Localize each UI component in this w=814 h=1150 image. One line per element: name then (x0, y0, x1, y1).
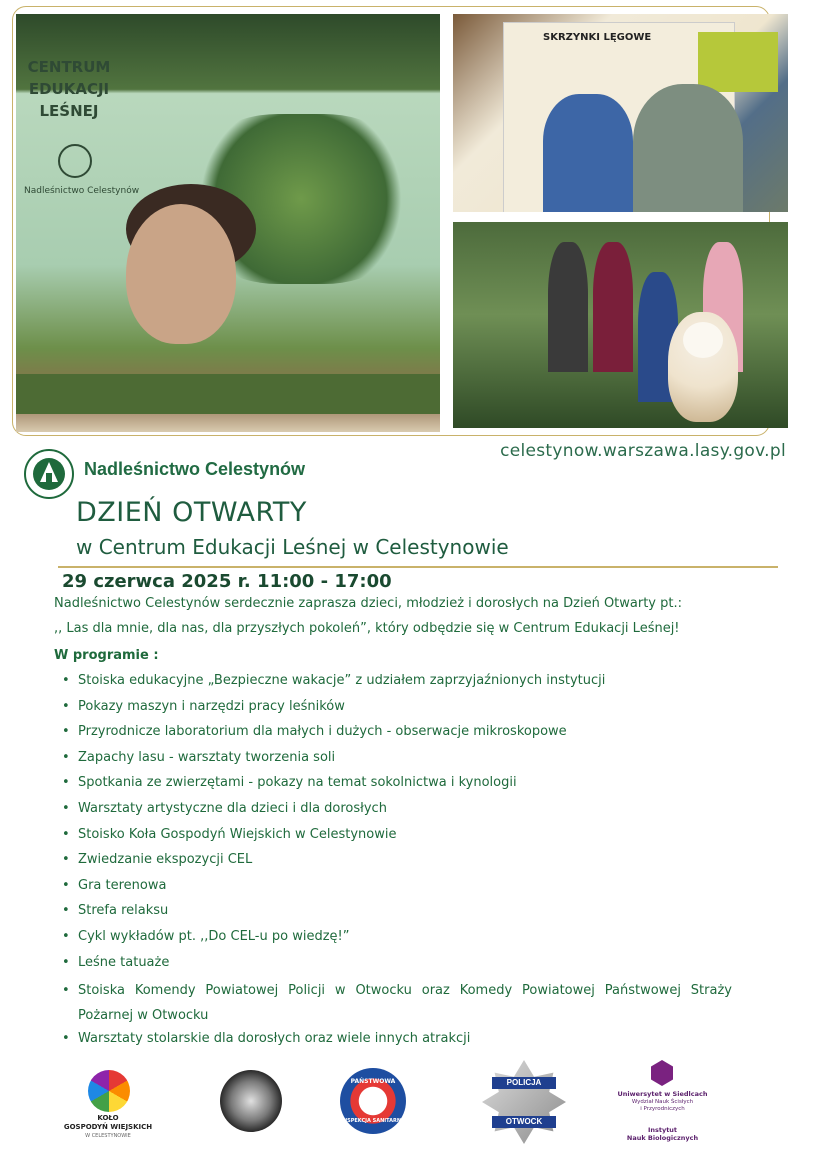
person-figure (548, 242, 588, 372)
mural-girl-face (126, 204, 236, 344)
info-board-panel (698, 32, 778, 92)
website-url[interactable]: celestynow.warszawa.lasy.gov.pl (500, 441, 786, 461)
program-item: • Pokazy maszyn i narzędzi pracy leśników (62, 697, 732, 723)
divider (58, 566, 778, 568)
mural-photo (16, 14, 440, 432)
sanepid-logo (340, 1068, 406, 1134)
nest-box-photo (453, 14, 788, 212)
sanepid-logo-bottom: INSPEKCJA SANITARNA (341, 1118, 405, 1124)
program-item: • Przyrodnicze laboratorium dla małych i dużych - obserwacje mikroskopowe (62, 722, 732, 748)
lasy-panstwowe-logo-icon (24, 449, 74, 499)
program-item: • Stoiska edukacyjne „Bezpieczne wakacje” z udziałem zaprzyjaźnionych instytucji (62, 671, 732, 697)
police-logo-top: POLICJA (492, 1077, 556, 1089)
program-item: • Gra terenowa (62, 876, 732, 902)
program-item: • Stoisko Koła Gospodyń Wiejskich w Celestynowie (62, 825, 732, 851)
event-date: 29 czerwca 2025 r. 11:00 - 17:00 (62, 571, 392, 592)
event-subtitle: w Centrum Edukacji Leśnej w Celestynowie (76, 535, 509, 559)
program-heading: W programie : (54, 648, 159, 663)
mural-flowerbed (16, 374, 440, 414)
fire-brigade-logo-icon (220, 1070, 282, 1132)
mural-title: CENTRUM EDUKACJI LEŚNEJ (27, 58, 111, 120)
kgw-logo-text: KOŁO GOSPODYŃ WIEJSKICH (63, 1114, 153, 1131)
sanepid-logo-top: PAŃSTWOWA (350, 1078, 396, 1085)
program-item: • Cykl wykładów pt. ,,Do CEL-u po wiedzę!” (62, 927, 732, 953)
university-name: Uniwersytet w Siedlcach (617, 1090, 708, 1098)
kgw-flower-icon (88, 1070, 130, 1112)
kgw-logo-subtext: W CELESTYNOWIE (85, 1133, 131, 1139)
program-item: • Warsztaty artystyczne dla dzieci i dla dorosłych (62, 799, 732, 825)
mural-logo-icon (58, 144, 92, 178)
org-name: Nadleśnictwo Celestynów (84, 459, 306, 479)
event-title: DZIEŃ OTWARTY (76, 497, 307, 528)
program-item: • Leśne tatuaże (62, 953, 732, 979)
program-item: • Spotkania ze zwierzętami - pokazy na temat sokolnictwa i kynologii (62, 773, 732, 799)
person-figure (593, 242, 633, 372)
program-list (62, 671, 732, 1055)
child-figure (543, 94, 633, 212)
university-institute: Instytut Nauk Biologicznych (626, 1126, 699, 1142)
university-faculty: Wydział Nauk Ścisłych i Przyrodniczych (631, 1099, 694, 1112)
child-figure (633, 84, 743, 212)
owl-photo (453, 222, 788, 428)
police-star-icon (482, 1060, 566, 1144)
info-board-title: SKRZYNKI LĘGOWE (543, 32, 652, 43)
mural-org-label: Nadleśnictwo Celestynów (24, 186, 140, 196)
kgw-logo (58, 1070, 158, 1140)
program-item: • Zwiedzanie ekspozycji CEL (62, 850, 732, 876)
intro-text: ,, Las dla mnie, dla nas, dla przyszłych pokoleń”, który odbędzie się w Centrum Edukacji Leśnej! (54, 621, 680, 636)
police-logo-bottom: OTWOCK (492, 1116, 556, 1128)
university-logo (615, 1060, 710, 1142)
program-item: • Warsztaty stolarskie dla dorosłych oraz wiele innych atrakcji (62, 1029, 732, 1055)
police-otwock-logo (482, 1060, 566, 1144)
program-item: • Strefa relaksu (62, 901, 732, 927)
intro-text: Nadleśnictwo Celestynów serdecznie zaprasza dzieci, młodzież i dorosłych na Dzień Otwarty pt.: (54, 596, 682, 611)
program-item: • Stoiska Komendy Powiatowej Policji w Otwocku oraz Komedy Powiatowej Państwowej Straży Pożarnej w Otwocku (62, 978, 732, 1029)
program-item: • Zapachy lasu - warsztaty tworzenia soli (62, 748, 732, 774)
university-mark-icon (651, 1060, 673, 1086)
barn-owl-face (683, 322, 723, 358)
